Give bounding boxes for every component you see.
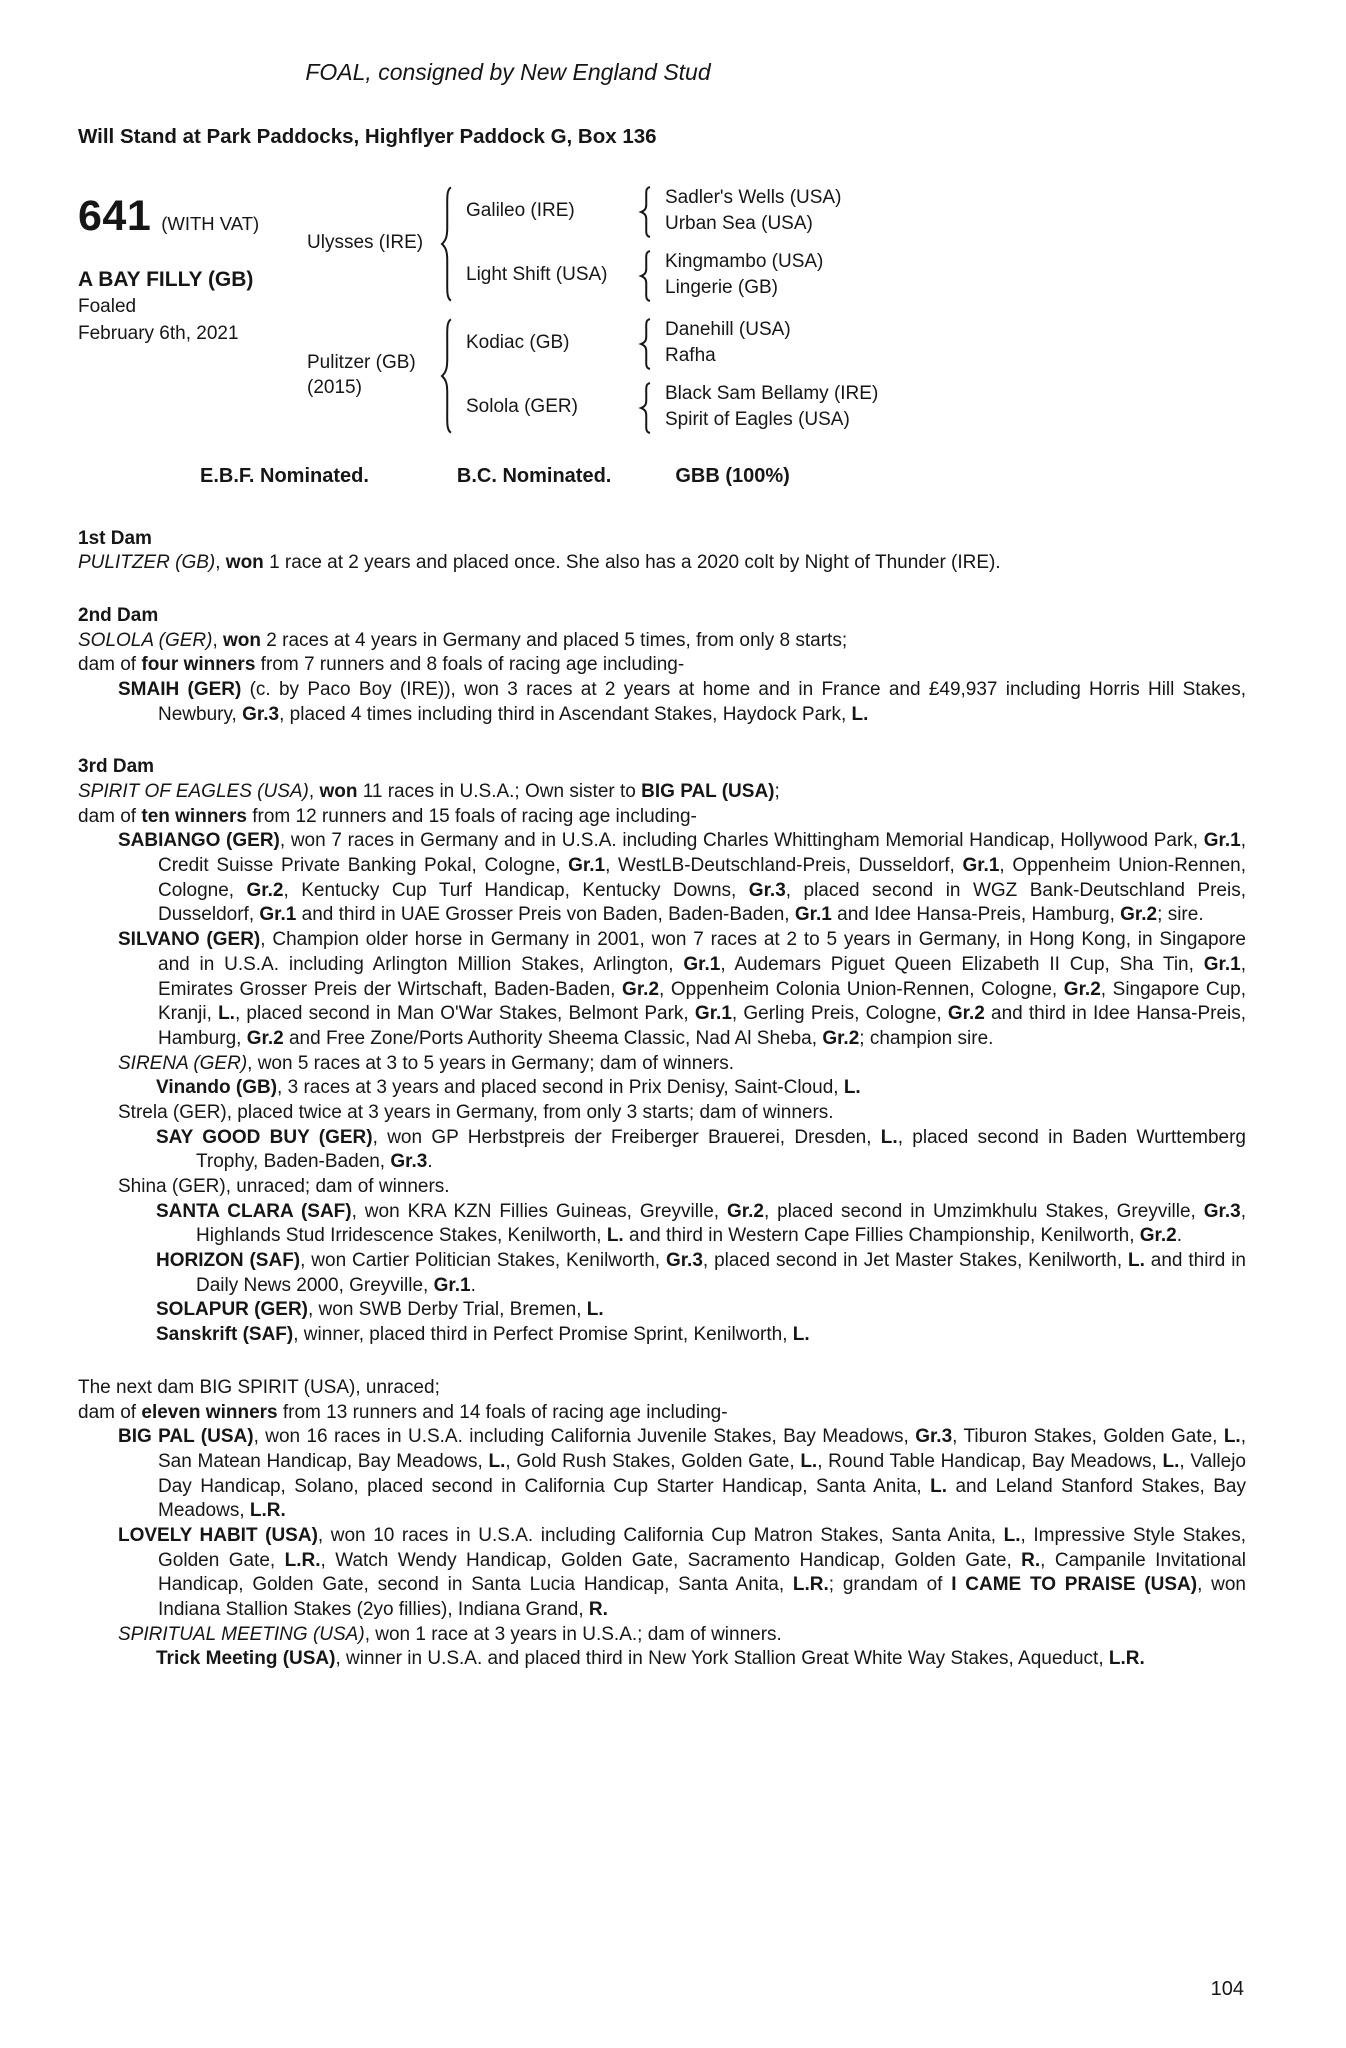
pedigree-brace-icon (638, 186, 653, 238)
pedigree-paragraph: Trick Meeting (USA), winner in U.S.A. and placed third in New York Stallion Great White Way Stakes, Aqueduct, L.R. (156, 1648, 1145, 1670)
pedigree-sections (78, 527, 1246, 1673)
pedigree-paragraph: dam of ten winners from 12 runners and 15 foals of racing age including- (78, 805, 697, 827)
pedigree-paragraph: PULITZER (GB), won 1 race at 2 years and placed once. She also has a 2020 colt by Night of Thunder (IRE). (78, 552, 1001, 574)
foaled-date: February 6th, 2021 (78, 322, 239, 344)
pedigree-brace-icon (638, 250, 653, 302)
pedigree-paragraph: The next dam BIG SPIRIT (USA), unraced; (78, 1376, 440, 1398)
stand-location-line: Will Stand at Park Paddocks, Highflyer Paddock G, Box 136 (78, 124, 657, 148)
dam-section-heading: 2nd Dam (78, 604, 159, 626)
pedigree-paragraph: Sanskrift (SAF), winner, placed third in Perfect Promise Sprint, Kenilworth, L. (156, 1324, 810, 1346)
great-grandparent-name: Spirit of Eagles (USA) (665, 409, 850, 431)
lot-number: 641 (78, 191, 152, 240)
pedigree-paragraph: SOLOLA (GER), won 2 races at 4 years in Germany and placed 5 times, from only 8 starts; (78, 629, 848, 651)
ebf-nomination: E.B.F. Nominated. (200, 464, 369, 487)
pedigree-paragraph: BIG PAL (USA), won 16 races in U.S.A. including California Juvenile Stakes, Bay Meadows, Gr.3, Tiburon Stakes, Golden Gate, L., San Matean Handicap, Bay Meadows, L., Gold Rush Stakes, Golden Gate, L., Round Table Handicap, Bay Meadows, L., Vallejo Day Handicap, Solano, placed second in California Cup Starter Handicap, Santa Anita, L. and Leland Stanford Stakes, Bay Meadows, L.R. (118, 1426, 1246, 1522)
dam-section (78, 527, 1246, 576)
pedigree-gen3-pair (665, 186, 841, 236)
pedigree-paragraph: SMAIH (GER) (c. by Paco Boy (IRE)), won 3 races at 2 years at home and in France and £49,937 including Horris Hill Stakes, Newbury, Gr.3, placed 4 times including third in Ascendant Stakes, Haydock Park, L. (118, 678, 1246, 725)
horse-name: A BAY FILLY (GB) (78, 267, 254, 291)
pedigree-gen3-pair (665, 318, 791, 368)
dam-section-heading: 1st Dam (78, 527, 152, 549)
sire-parents (466, 186, 841, 302)
dam-section-heading: 3rd Dam (78, 756, 155, 778)
pedigree-paragraph: SABIANGO (GER), won 7 races in Germany and in U.S.A. including Charles Whittingham Memorial Handicap, Hollywood Park, Gr.1, Credit Suisse Private Banking Pokal, Cologne, Gr.1, WestLB-Deutschland-Preis, Dusseldorf, Gr.1, Oppenheim Union-Rennen, Cologne, Gr.2, Kentucky Cup Turf Handicap, Kentucky Downs, Gr.3, placed second in WGZ Bank-Deutschland Preis, Dusseldorf, Gr.1 and third in UAE Grosser Preis von Baden, Baden-Baden, Gr.1 and Idee Hansa-Preis, Hamburg, Gr.2; sire. (118, 830, 1246, 926)
pedigree-sire-block (307, 185, 878, 303)
pedigree-brace-icon (638, 382, 653, 434)
pedigree-gen3-pair (665, 250, 823, 300)
pedigree-gen2-block (466, 250, 841, 302)
pedigree-gen3-pair (665, 382, 878, 432)
lot-number-row (78, 191, 307, 240)
page-title: FOAL, consigned by New England Stud (305, 59, 711, 85)
lot-info (78, 185, 307, 435)
page-number: 104 (1210, 1978, 1244, 2000)
pedigree-brace-icon (638, 318, 653, 370)
dam-year: (2015) (307, 376, 362, 398)
gbb-nomination: GBB (100%) (675, 464, 790, 487)
sire-name: Ulysses (IRE) (307, 232, 424, 254)
pedigree-paragraph: SPIRITUAL MEETING (USA), won 1 race at 3 years in U.S.A.; dam of winners. (118, 1623, 782, 1645)
pedigree-paragraph: SIRENA (GER), won 5 races at 3 to 5 years in Germany; dam of winners. (118, 1052, 734, 1074)
pedigree-paragraph: dam of eleven winners from 13 runners and 14 foals of racing age including- (78, 1401, 728, 1423)
pedigree-paragraph: HORIZON (SAF), won Cartier Politician Stakes, Kenilworth, Gr.3, placed second in Jet Master Stakes, Kenilworth, L. and third in Daily News 2000, Greyville, Gr.1. (156, 1250, 1246, 1296)
great-grandparent-name: Black Sam Bellamy (IRE) (665, 383, 879, 405)
second-dam-name: Solola (GER) (466, 396, 578, 418)
great-grandparent-name: Danehill (USA) (665, 319, 791, 341)
dam-section (78, 1376, 1246, 1672)
dam-section (78, 604, 1246, 727)
pedigree-paragraph: Strela (GER), placed twice at 3 years in Germany, from only 3 starts; dam of winners. (118, 1101, 834, 1123)
pedigree-paragraph: SOLAPUR (GER), won SWB Derby Trial, Bremen, L. (156, 1299, 604, 1321)
pedigree-gen2-block (466, 186, 841, 238)
granddam-name: Light Shift (USA) (466, 264, 608, 286)
pedigree-brace-icon (439, 185, 454, 303)
damsire-name: Kodiac (GB) (466, 332, 570, 354)
vat-note: (WITH VAT) (161, 212, 260, 234)
pedigree-gen2-block (466, 382, 878, 434)
pedigree-paragraph: SANTA CLARA (SAF), won KRA KZN Fillies Guineas, Greyville, Gr.2, placed second in Umzimkhulu Stakes, Greyville, Gr.3, Highlands Stud Irridescence Stakes, Kenilworth, L. and third in Western Cape Fillies Championship, Kenilworth, Gr.2. (156, 1200, 1247, 1247)
great-grandparent-name: Lingerie (GB) (665, 277, 778, 299)
pedigree-brace-icon (439, 317, 454, 435)
pedigree-paragraph: SILVANO (GER), Champion older horse in Germany in 2001, won 7 races at 2 to 5 years in Germany, in Hong Kong, in Singapore and in U.S.A. including Arlington Million Stakes, Arlington, Gr.1, Audemars Piguet Queen Elizabeth II Cup, Sha Tin, Gr.1, Emirates Grosser Preis der Wirtschaft, Baden-Baden, Gr.2, Oppenheim Colonia Union-Rennen, Cologne, Gr.2, Singapore Cup, Kranji, L., placed second in Man O'War Stakes, Belmont Park, Gr.1, Gerling Preis, Cologne, Gr.2 and third in Idee Hansa-Preis, Hamburg, Gr.2 and Free Zone/Ports Authority Sheema Classic, Nad Al Sheba, Gr.2; champion sire. (118, 929, 1247, 1049)
pedigree-gen2-block (466, 318, 878, 370)
pedigree-paragraph: LOVELY HABIT (USA), won 10 races in U.S.A. including California Cup Matron Stakes, Santa Anita, L., Impressive Style Stakes, Golden Gate, L.R., Watch Wendy Handicap, Golden Gate, Sacramento Handicap, Golden Gate, R., Campanile Invitational Handicap, Golden Gate, second in Santa Lucia Handicap, Santa Anita, L.R.; grandam of I CAME TO PRAISE (USA), won Indiana Stallion Stakes (2yo fillies), Indiana Grand, R. (118, 1524, 1247, 1621)
bc-nomination: B.C. Nominated. (456, 464, 612, 487)
pedigree-dam-block (307, 317, 878, 435)
pedigree-tree (307, 185, 878, 435)
pedigree-paragraph: Vinando (GB), 3 races at 3 years and placed second in Prix Denisy, Saint-Cloud, L. (156, 1077, 861, 1099)
pedigree-paragraph: Shina (GER), unraced; dam of winners. (118, 1176, 450, 1198)
dam-name: Pulitzer (GB) (307, 351, 416, 373)
foaled-label: Foaled (78, 295, 137, 317)
pedigree-paragraph: SPIRIT OF EAGLES (USA), won 11 races in U.S.A.; Own sister to BIG PAL (USA); (78, 781, 780, 803)
nominations-row (78, 463, 1246, 489)
lot-header (78, 185, 1246, 435)
dam-name-cell (307, 351, 439, 400)
great-grandparent-name: Sadler's Wells (USA) (665, 187, 842, 209)
pedigree-paragraph: dam of four winners from 7 runners and 8 foals of racing age including- (78, 654, 685, 676)
dam-parents (466, 318, 878, 434)
pedigree-paragraph: SAY GOOD BUY (GER), won GP Herbstpreis der Freiberger Brauerei, Dresden, L., placed second in Baden Wurttemberg Trophy, Baden-Baden, Gr.3. (156, 1126, 1246, 1173)
great-grandparent-name: Rafha (665, 345, 716, 367)
great-grandparent-name: Urban Sea (USA) (665, 213, 813, 235)
grandsire-name: Galileo (IRE) (466, 200, 575, 222)
great-grandparent-name: Kingmambo (USA) (665, 251, 824, 273)
dam-section (78, 755, 1246, 1348)
